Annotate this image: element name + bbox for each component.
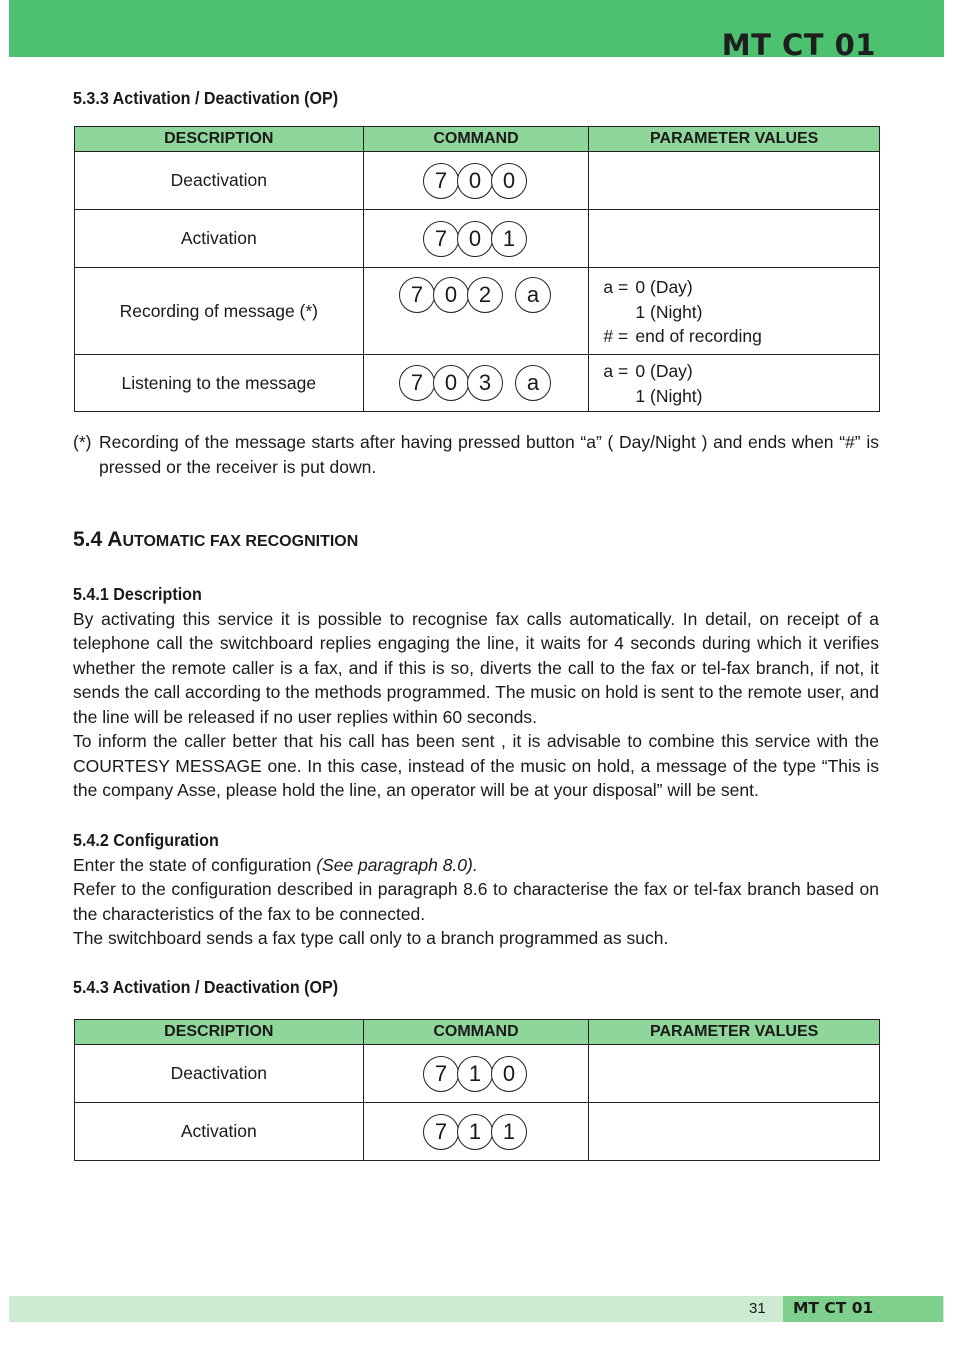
param-label: # =	[603, 326, 629, 346]
key-button: 1	[491, 221, 527, 257]
row-description: Activation	[75, 210, 364, 268]
key-button: 1	[457, 1114, 493, 1150]
param-value: 0 (Day)	[635, 277, 693, 297]
key-button: 1	[457, 1056, 493, 1092]
key-button: 7	[423, 163, 459, 199]
paragraph-text: Enter the state of configuration	[73, 854, 317, 875]
param-label	[603, 384, 635, 409]
key-button: 1	[491, 1114, 527, 1150]
param-value: 0 (Day)	[635, 361, 693, 381]
section-542	[73, 828, 879, 951]
command-table-533	[74, 126, 880, 412]
subsection-heading: 5.4.2 Configuration	[73, 830, 219, 850]
paragraph-reference: (See paragraph 8.0).	[316, 854, 478, 875]
key-button: 0	[491, 163, 527, 199]
column-header-parameter-values: PARAMETER VALUES	[589, 1020, 880, 1045]
row-description: Deactivation	[75, 152, 364, 210]
section-heading-533: 5.3.3 Activation / Deactivation (OP)	[73, 88, 339, 108]
key-button: 0	[433, 365, 469, 401]
section-heading-543: 5.4.3 Activation / Deactivation (OP)	[73, 977, 339, 997]
key-button: 3	[467, 365, 503, 401]
param-value: end of recording	[635, 326, 762, 346]
paragraph	[73, 853, 879, 878]
row-command	[363, 152, 589, 210]
table-row	[75, 152, 880, 210]
table-row	[75, 268, 880, 355]
section-title-rest: UTOMATIC FAX RECOGNITION	[122, 533, 359, 550]
paragraph: Refer to the configuration described in paragraph 8.6 to characterise the fax or tel-fax branch based on the characteristics of the fax to be connected.	[73, 879, 879, 924]
footnote-mark: (*)	[73, 432, 92, 452]
key-button: 7	[423, 1114, 459, 1150]
subsection-heading: 5.4.1 Description	[73, 584, 202, 604]
table-row	[75, 1103, 880, 1161]
row-command	[363, 1045, 589, 1103]
command-table-543	[74, 1019, 880, 1161]
column-header-description: DESCRIPTION	[75, 1020, 364, 1045]
column-header-parameter-values: PARAMETER VALUES	[589, 127, 880, 152]
row-parameters	[589, 210, 880, 268]
key-button: 0	[457, 163, 493, 199]
row-command	[363, 268, 589, 355]
row-parameters	[589, 268, 880, 355]
table-row	[75, 1045, 880, 1103]
key-button: 0	[457, 221, 493, 257]
column-header-command: COMMAND	[363, 1020, 589, 1045]
paragraph: The switchboard sends a fax type call only to a branch programmed as such.	[73, 928, 669, 948]
footnote-text: Recording of the message starts after having pressed button “a” ( Day/Night ) and ends when “#” is pressed or the receiver is put down.	[99, 432, 879, 477]
param-label: a =	[603, 277, 629, 297]
row-command	[363, 210, 589, 268]
key-button: 7	[399, 277, 435, 313]
row-description: Activation	[75, 1103, 364, 1161]
row-parameters	[589, 355, 880, 412]
row-description: Deactivation	[75, 1045, 364, 1103]
row-description: Listening to the message	[75, 355, 364, 412]
footnote	[73, 430, 879, 479]
key-button: 0	[491, 1056, 527, 1092]
footer-title: MT CT 01	[793, 1299, 874, 1317]
row-description: Recording of message (*)	[75, 268, 364, 355]
key-button: 0	[433, 277, 469, 313]
row-command	[363, 1103, 589, 1161]
param-value: 1 (Night)	[635, 301, 703, 322]
row-parameters	[589, 1045, 880, 1103]
paragraph: By activating this service it is possible to recognise fax calls automatically. In detail, on receipt of a telephone call the switchboard replies engaging the line, it waits for 4 seconds during which it verifies whether the remote caller is a fax, and if this is so, diverts the call to the fax or tel-fax branch, if not, it sends the call according to the methods programmed. The music on hold is sent to the remote user, and the line will be released if no user replies within 60 seconds.	[73, 608, 879, 727]
row-parameters	[589, 152, 880, 210]
section-541	[73, 582, 879, 803]
column-header-command: COMMAND	[363, 127, 589, 152]
key-button: 2	[467, 277, 503, 313]
param-label: a =	[603, 361, 629, 381]
row-command	[363, 355, 589, 412]
section-title-initial: A	[107, 528, 123, 551]
row-parameters	[589, 1103, 880, 1161]
table-row	[75, 355, 880, 412]
key-button-a: a	[515, 365, 551, 401]
param-label	[603, 300, 635, 325]
page-number: 31	[749, 1300, 766, 1317]
key-button-a: a	[515, 277, 551, 313]
table-row	[75, 210, 880, 268]
paragraph: To inform the caller better that his call has been sent , it is advisable to combine this service with the COURTESY MESSAGE one. In this case, instead of the music on hold, a message of the type “This is the company Asse, please hold the line, an operator will be at your disposal” will be sent.	[73, 731, 879, 800]
key-button: 7	[399, 365, 435, 401]
section-number: 5.4	[73, 528, 103, 551]
param-value: 1 (Night)	[635, 385, 703, 406]
column-header-description: DESCRIPTION	[75, 127, 364, 152]
key-button: 7	[423, 1056, 459, 1092]
key-button: 7	[423, 221, 459, 257]
section-heading-54	[73, 528, 879, 555]
document-title: MT CT 01	[721, 28, 876, 62]
